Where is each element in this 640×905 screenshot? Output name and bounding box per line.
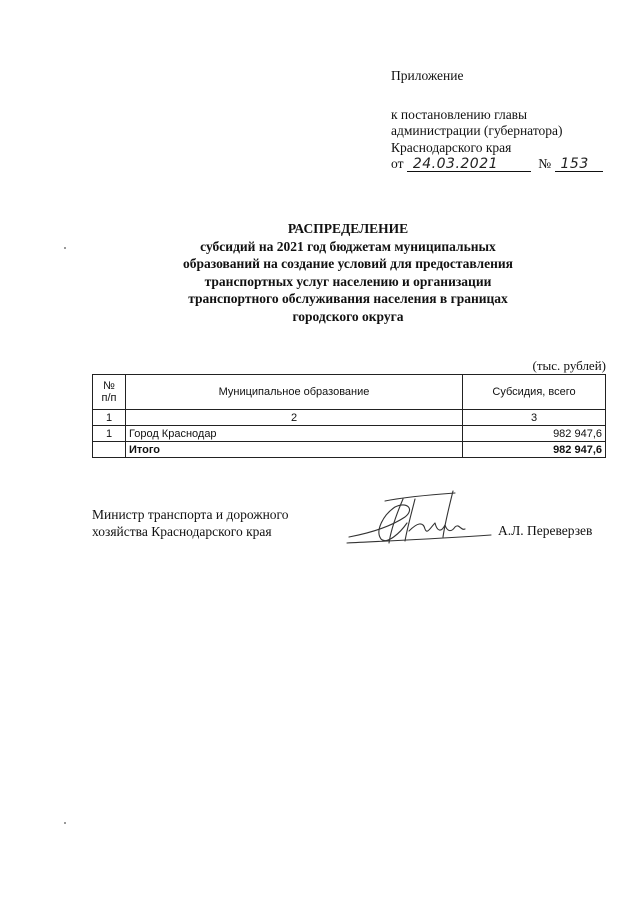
title-line-3: транспортных услуг населению и организации xyxy=(204,273,492,289)
units-label: (тыс. рублей) xyxy=(532,358,606,373)
total-value: 982 947,6 xyxy=(463,442,606,458)
title-heading: РАСПРЕДЕЛЕНИЕ xyxy=(287,221,409,236)
table-total-row xyxy=(93,442,606,458)
table-numbering-row xyxy=(93,410,606,426)
appendix-title: Приложение xyxy=(391,68,464,83)
total-number xyxy=(93,442,126,458)
appendix-block xyxy=(391,68,603,173)
handwritten-signature xyxy=(345,487,495,549)
appendix-line-region: Краснодарского края xyxy=(391,139,512,155)
numbering-col-2: 2 xyxy=(126,410,463,426)
number-label: № xyxy=(538,156,552,171)
title-line-4: транспортного обслуживания населения в границах xyxy=(188,291,508,306)
date-from-label: от xyxy=(391,156,404,171)
appendix-date-line xyxy=(391,156,603,173)
handwritten-date: 24.03.2021 xyxy=(412,156,499,172)
table-row xyxy=(93,426,606,442)
appendix-line-resolution: к постановлению главы xyxy=(391,106,528,122)
scan-speck xyxy=(64,822,66,824)
total-label: Итого xyxy=(126,442,463,458)
title-line-5: городского округа xyxy=(292,308,404,324)
position-line-1: Министр транспорта и дорожного xyxy=(92,507,289,522)
header-municipality: Муниципальное образование xyxy=(126,375,463,410)
handwritten-number: 153 xyxy=(560,156,589,172)
header-subsidy: Субсидия, всего xyxy=(463,375,606,410)
subsidy-table xyxy=(92,374,606,458)
numbering-col-3: 3 xyxy=(463,410,606,426)
position-line-2: хозяйства Краснодарского края xyxy=(92,524,272,539)
signatory-position xyxy=(92,506,289,540)
title-line-1: субсидий на 2021 год бюджетам муниципальных xyxy=(200,238,496,254)
row-municipality: Город Краснодар xyxy=(126,426,463,442)
scan-speck xyxy=(64,247,66,249)
row-number: 1 xyxy=(93,426,126,442)
date-field xyxy=(407,157,531,172)
appendix-line-administration: администрации (губернатора) xyxy=(391,123,563,138)
table-header-row xyxy=(93,375,606,410)
document-title xyxy=(90,220,606,325)
header-number: № п/п xyxy=(93,375,126,410)
number-field xyxy=(555,157,603,172)
title-line-2: образований на создание условий для предоставления xyxy=(183,256,513,271)
row-subsidy: 982 947,6 xyxy=(463,426,606,442)
signatory-name: А.Л. Переверзев xyxy=(498,523,593,538)
numbering-col-1: 1 xyxy=(93,410,126,426)
